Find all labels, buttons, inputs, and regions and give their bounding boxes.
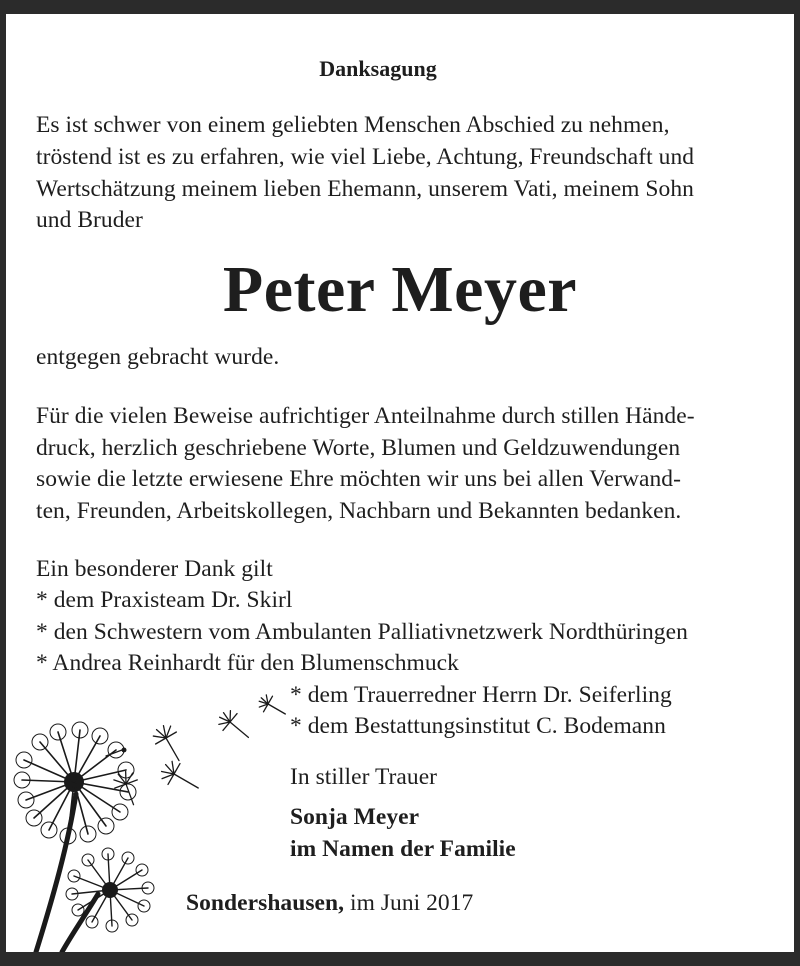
deceased-name: Peter Meyer	[222, 253, 578, 326]
special-thanks-item: * Andrea Reinhardt für den Blumenschmuck	[36, 650, 459, 676]
place: Sondershausen,	[186, 890, 345, 916]
intro-line: tröstend ist es zu erfahren, wie viel Liebe, Achtung, Freundschaft und	[36, 144, 695, 170]
intro-line: und Bruder	[36, 207, 143, 233]
special-thanks-item: * dem Bestattungsinstitut C. Bodemann	[290, 713, 666, 739]
heading: Danksagung	[319, 56, 437, 81]
intro-line: Wertschätzung meinem lieben Ehemann, unserem Vati, meinem Sohn	[36, 176, 694, 202]
thanks-line: druck, herzlich geschriebene Worte, Blumen und Geldzuwendungen	[36, 435, 681, 461]
place-date	[186, 890, 473, 917]
after-name-line: entgegen gebracht wurde.	[36, 344, 280, 370]
special-thanks-item: * dem Trauerredner Herrn Dr. Seiferling	[290, 682, 672, 708]
intro-line: Es ist schwer von einem geliebten Menschen Abschied zu nehmen,	[36, 112, 670, 138]
date: im Juni 2017	[344, 890, 474, 916]
thanks-line: ten, Freunden, Arbeitskollegen, Nachbarn und Bekannten bedanken.	[36, 498, 682, 524]
special-thanks-item: * den Schwestern vom Ambulanten Palliativnetzwerk Nordthüringen	[36, 619, 688, 645]
special-thanks-intro: Ein besonderer Dank gilt	[36, 556, 273, 582]
signature-family: im Namen der Familie	[290, 836, 516, 862]
signature-name: Sonja Meyer	[290, 804, 420, 830]
thanks-line: Für die vielen Beweise aufrichtiger Anteilnahme durch stillen Hände-	[36, 403, 695, 429]
mourning-phrase: In stiller Trauer	[290, 764, 438, 790]
thanks-line: sowie die letzte erwiesene Ehre möchten wir uns bei allen Verwand-	[36, 466, 681, 492]
special-thanks-item: * dem Praxisteam Dr. Skirl	[36, 587, 293, 613]
